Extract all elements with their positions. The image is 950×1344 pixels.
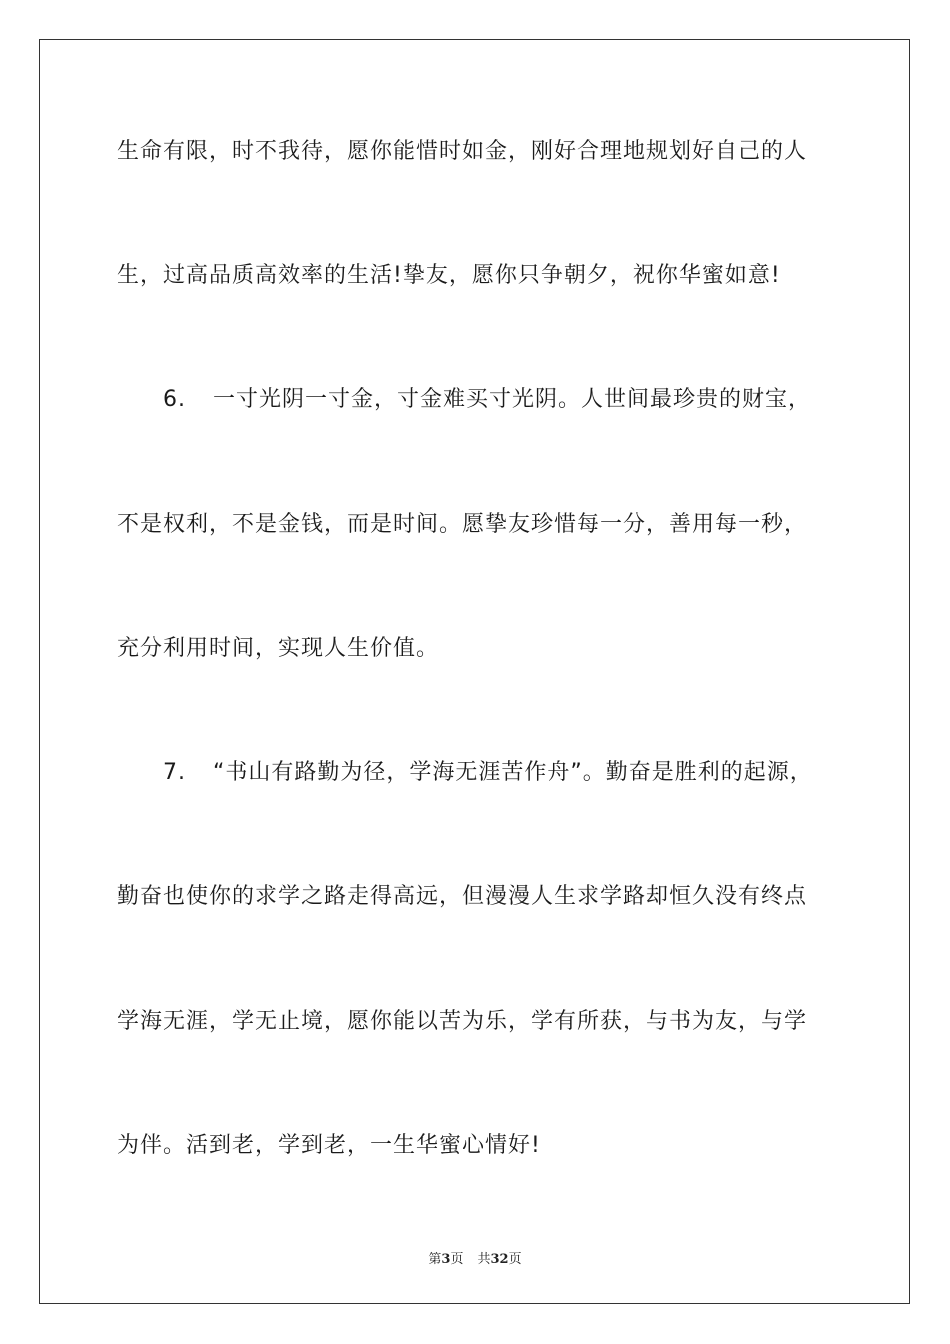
- paragraph-line: 为伴。活到老，学到老，一生华蜜心情好!: [117, 1133, 541, 1158]
- paragraph-text: “书山有路勤为径，学海无涯苦作舟”。勤奋是胜利的起源，: [213, 760, 813, 785]
- numbered-paragraph-first-line: [163, 386, 811, 414]
- paragraph-line: 勤奋也使你的求学之路走得高远，但漫漫人生求学路却恒久没有终点: [117, 884, 808, 909]
- paragraph-number: 6.: [163, 387, 186, 412]
- numbered-paragraph-first-line: [163, 759, 813, 787]
- footer-current-page: 3: [441, 1252, 451, 1267]
- paragraph-line: 生命有限，时不我待，愿你能惜时如金，刚好合理地规划好自己的人: [117, 139, 808, 164]
- footer-page-prefix: 第: [428, 1252, 442, 1267]
- paragraph-line: 学海无涯，学无止境，愿你能以苦为乐，学有所获，与书为友，与学: [117, 1009, 808, 1034]
- page-border: [39, 39, 910, 1304]
- page-footer: [0, 1248, 950, 1267]
- footer-total-suffix: 页: [508, 1252, 522, 1267]
- paragraph-line: 不是权利，不是金钱，而是时间。愿挚友珍惜每一分，善用每一秒，: [117, 512, 808, 537]
- paragraph-number: 7.: [163, 760, 186, 785]
- paragraph-line: 充分利用时间，实现人生价值。: [117, 636, 440, 661]
- footer-total-pages: 32: [490, 1252, 509, 1267]
- footer-total-prefix: 共: [477, 1252, 491, 1267]
- footer-page-suffix: 页: [450, 1252, 464, 1267]
- paragraph-line: 生，过高品质高效率的生活!挚友，愿你只争朝夕，祝你华蜜如意!: [117, 263, 781, 288]
- paragraph-text: 一寸光阴一寸金，寸金难买寸光阴。人世间最珍贵的财宝，: [213, 387, 812, 412]
